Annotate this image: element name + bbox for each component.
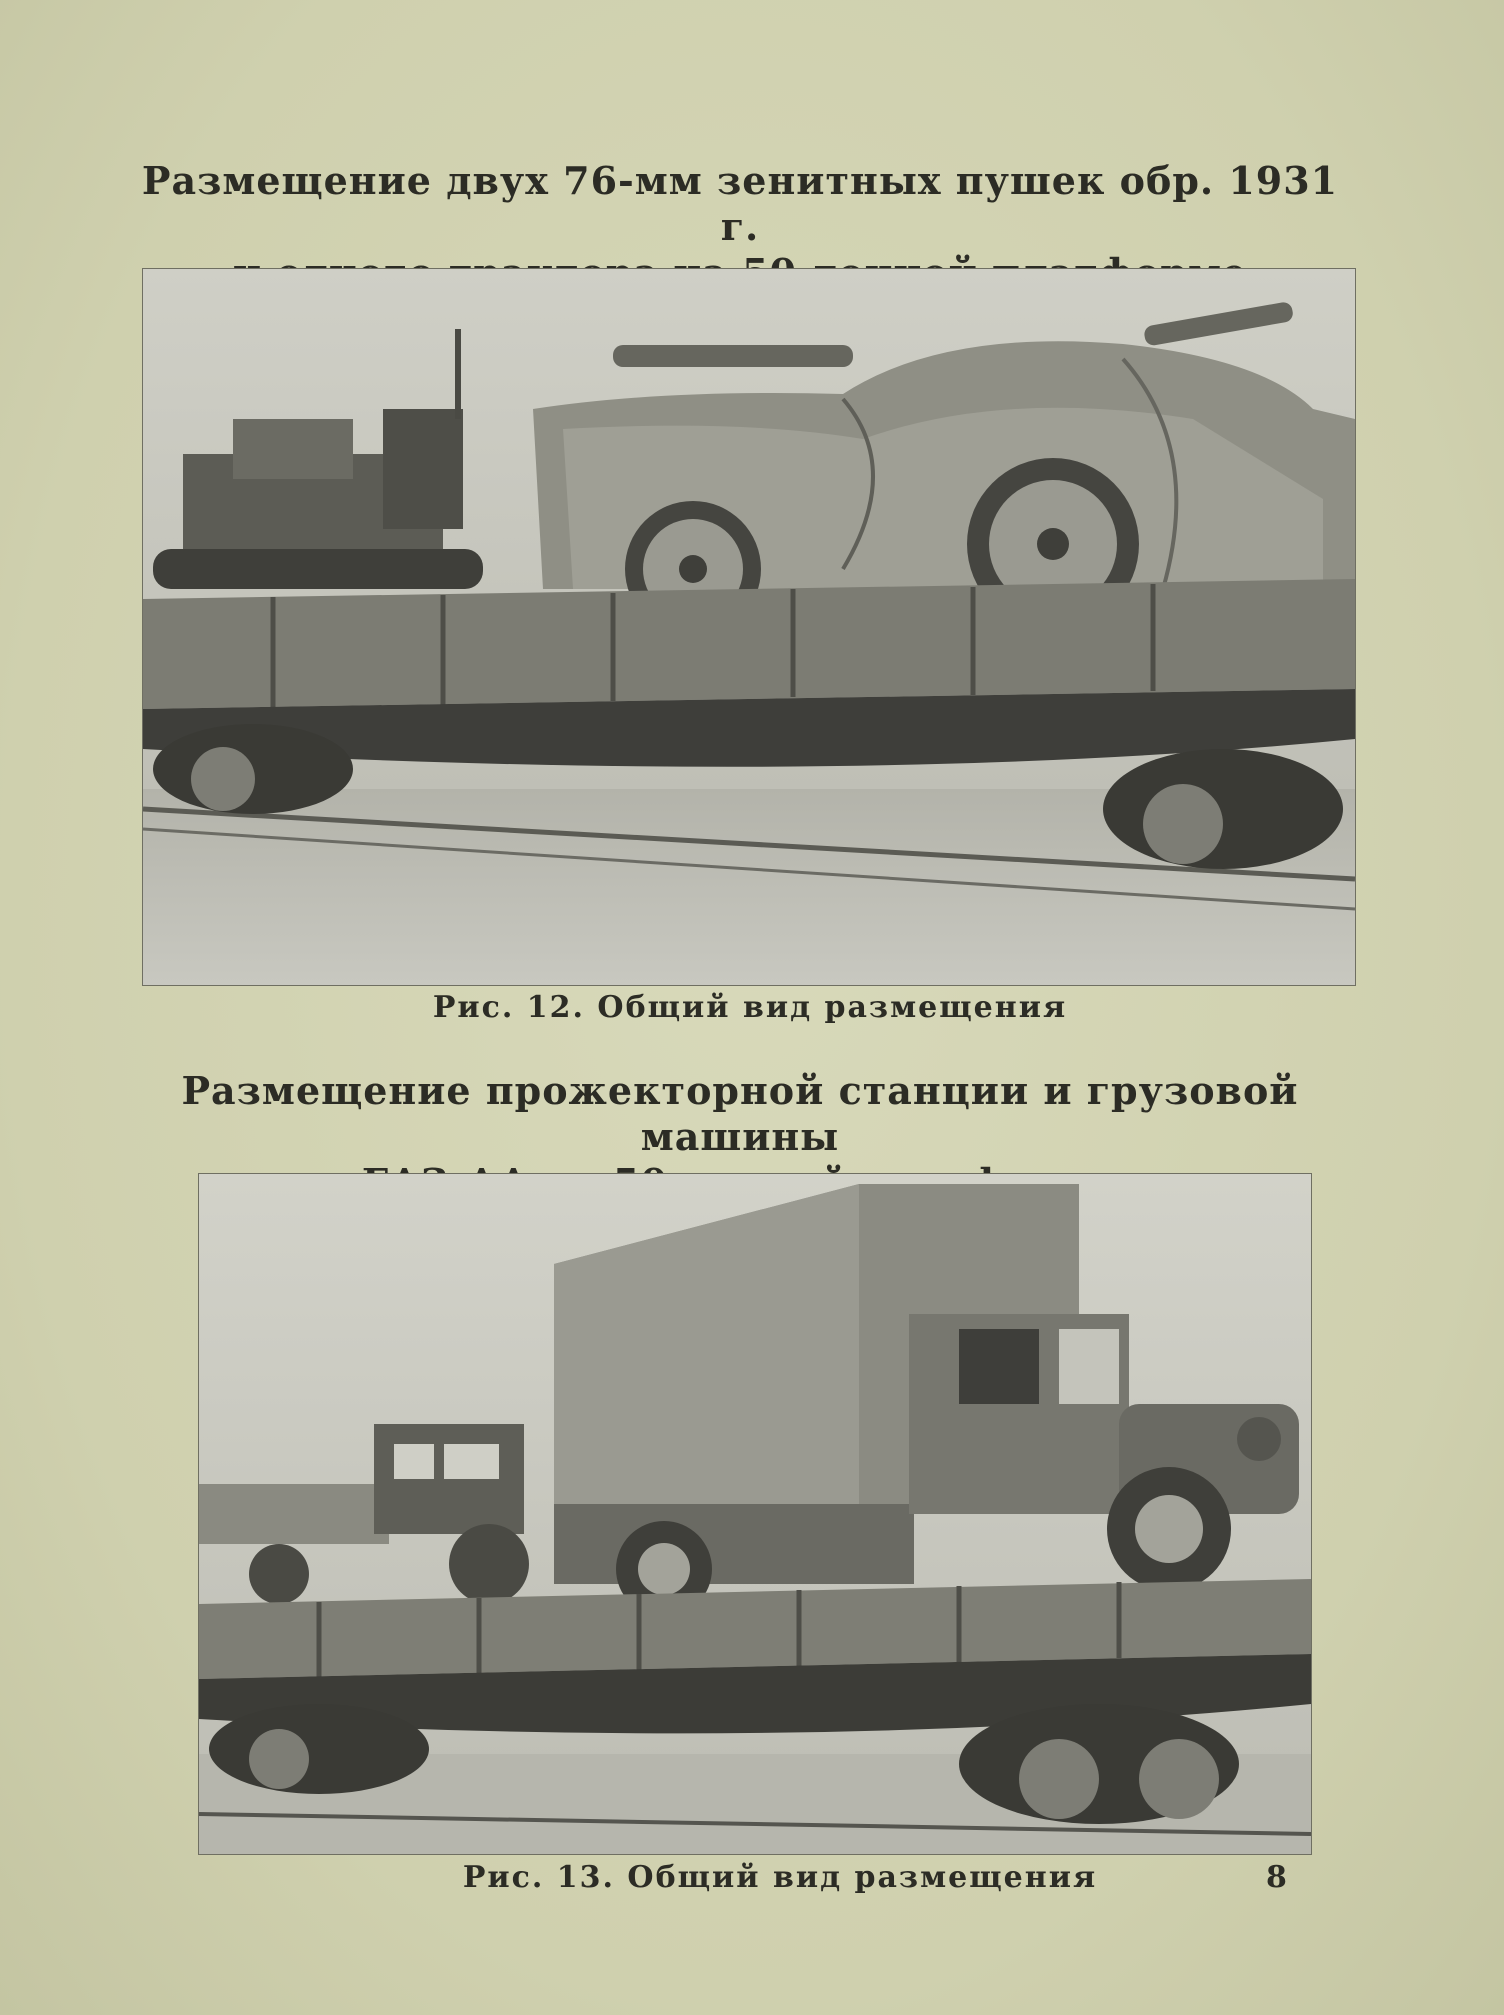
page-number: 8 bbox=[1266, 1860, 1287, 1895]
searchlight-station-and-truck-on-flatcar-illustration bbox=[199, 1174, 1311, 1854]
figure-12-caption: Рис. 12. Общий вид размещения bbox=[432, 990, 1068, 1025]
heading-1-line-1: Размещение двух 76-мм зенитных пушек обр. 1931 г. bbox=[141, 158, 1339, 249]
heading-2-line-1: Размещение прожекторной станции и грузовой машины bbox=[181, 1068, 1299, 1159]
figure-13-photo bbox=[198, 1173, 1312, 1855]
figure-13-caption: Рис. 13. Общий вид размещения bbox=[462, 1860, 1098, 1895]
guns-and-tractor-on-flatcar-illustration bbox=[143, 269, 1355, 985]
figure-12-photo bbox=[142, 268, 1356, 986]
